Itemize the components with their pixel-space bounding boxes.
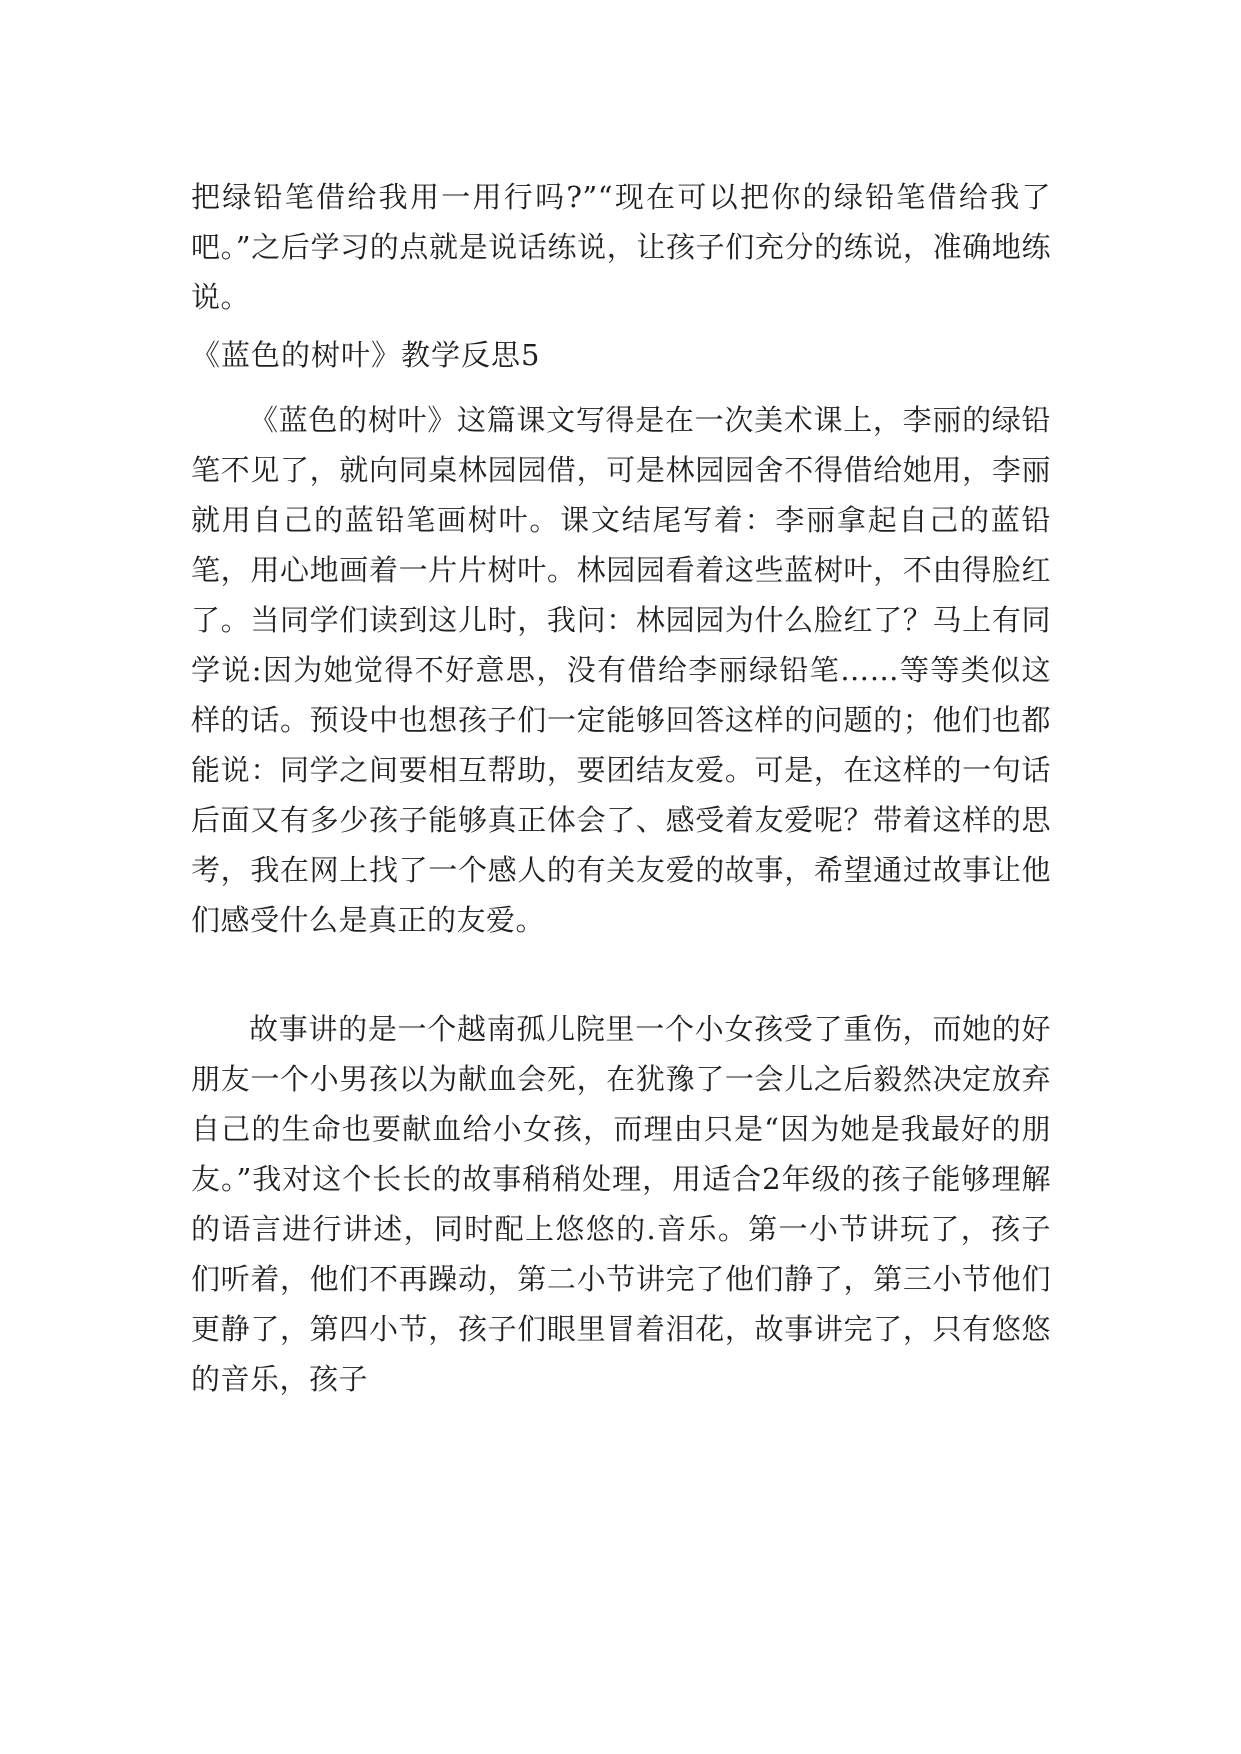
intro-paragraph: 把绿铅笔借给我用一用行吗?”“现在可以把你的绿铅笔借给我了吧。”之后学习的点就是说话练说，让孩子们充分的练说，准确地练说。 bbox=[191, 180, 1051, 314]
section-heading: 《蓝色的树叶》教学反思5 bbox=[191, 338, 541, 372]
intro-paragraph-block bbox=[191, 172, 1051, 322]
body-paragraph-1: 《蓝色的树叶》这篇课文写得是在一次美术课上，李丽的绿铅笔不见了，就向同桌林园园借，可是林园园舍不得借给她用，李丽就用自己的蓝铅笔画树叶。课文结尾写着：李丽拿起自己的蓝铅笔，用心地画着一片片树叶。林园园看着这些蓝树叶，不由得脸红了。当同学们读到这儿时，我问：林园园为什么脸红了？马上有同学说:因为她觉得不好意思，没有借给李丽绿铅笔……等等类似这样的话。预设中也想孩子们一定能够回答这样的问题的；他们也都能说：同学之间要相互帮助，要团结友爱。可是，在这样的一句话后面又有多少孩子能够真正体会了、感受着友爱呢？带着这样的思考，我在网上找了一个感人的有关友爱的故事，希望通过故事让他们感受什么是真正的友爱。 bbox=[191, 403, 1051, 937]
body-paragraph-2-block bbox=[191, 1004, 1051, 1404]
body-paragraph-2: 故事讲的是一个越南孤儿院里一个小女孩受了重伤，而她的好朋友一个小男孩以为献血会死，在犹豫了一会儿之后毅然决定放弃自己的生命也要献血给小女孩，而理由只是“因为她是我最好的朋友。”我对这个长长的故事稍稍处理，用适合2年级的孩子能够理解的语言进行讲述，同时配上悠悠的.音乐。第一小节讲玩了，孩子们听着，他们不再躁动，第二小节讲完了他们静了，第三小节他们更静了，第四小节，孩子们眼里冒着泪花，故事讲完了，只有悠悠的音乐，孩子 bbox=[191, 1012, 1051, 1396]
body-paragraph-1-block bbox=[191, 395, 1051, 945]
section-heading-block bbox=[191, 330, 1051, 380]
